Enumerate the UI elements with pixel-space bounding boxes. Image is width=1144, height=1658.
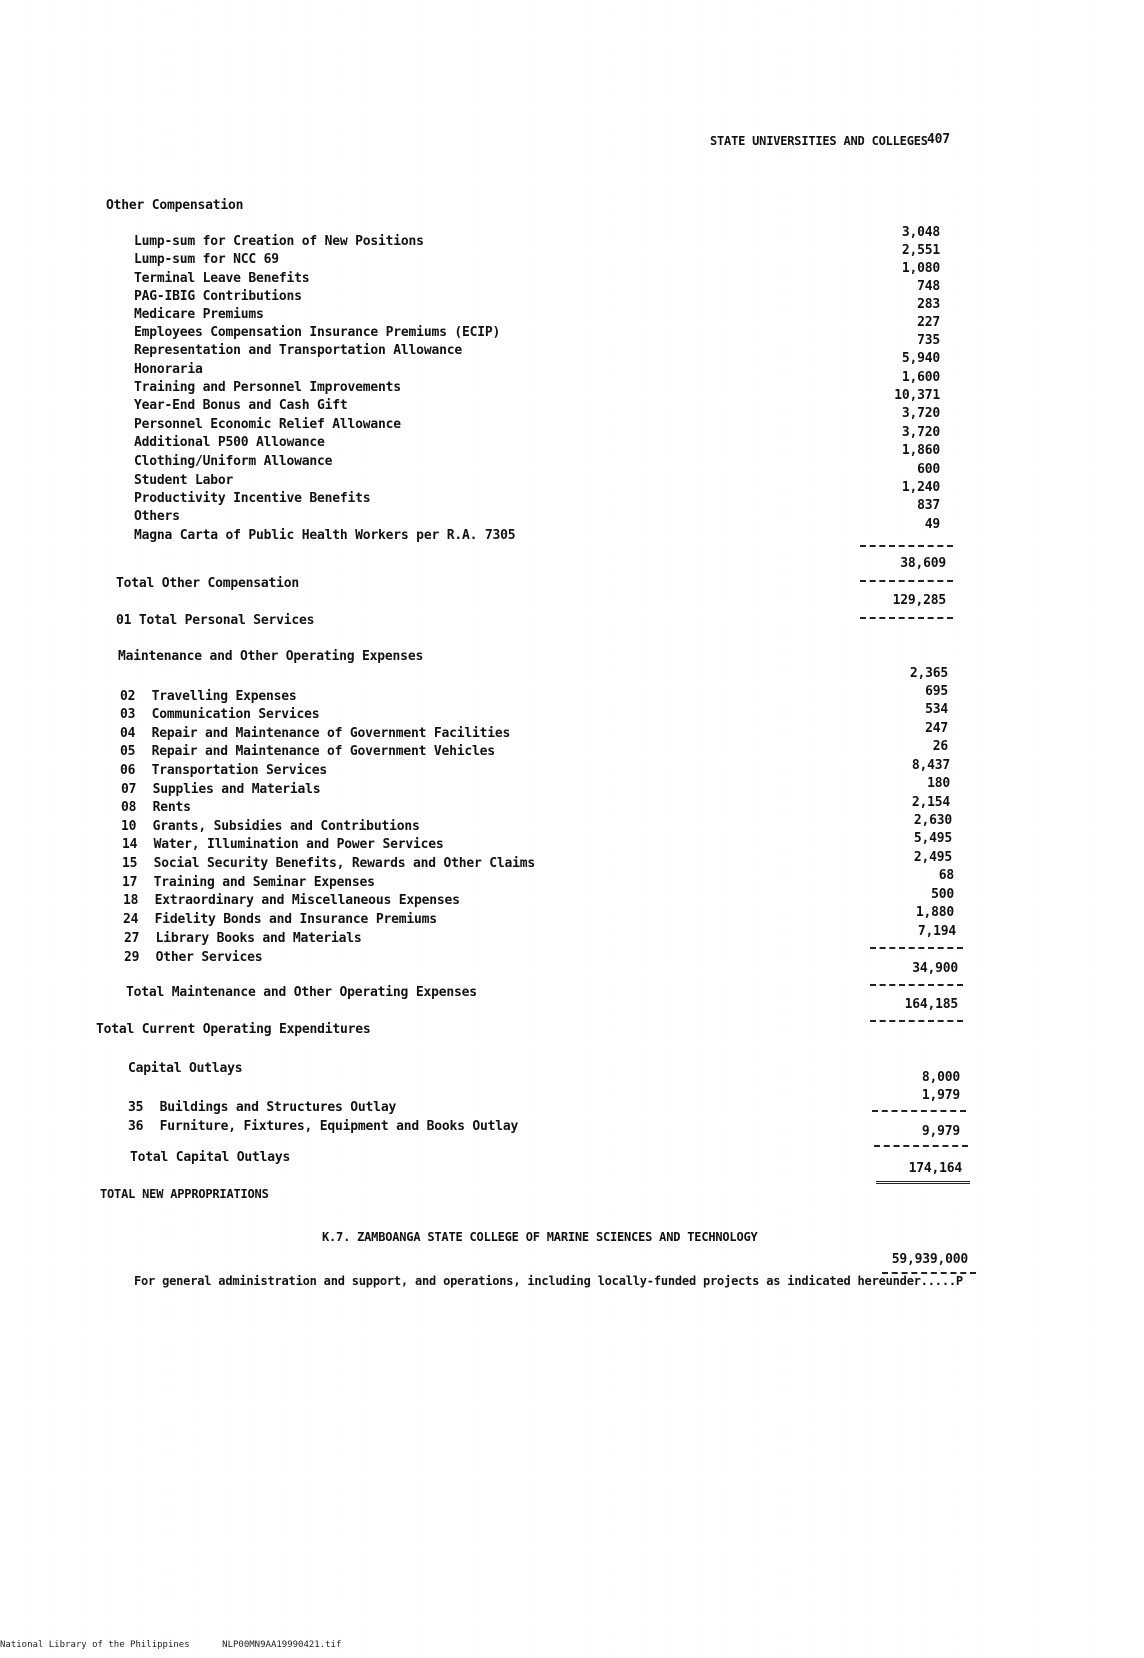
mooe-label: Travelling Expenses	[151, 689, 297, 704]
mooe-amount: 7,194	[917, 924, 956, 939]
mooe-amount: 2,630	[913, 813, 952, 828]
mooe-code: 05	[120, 744, 136, 759]
mooe-code: 02	[120, 689, 136, 704]
footer-file: NLP00MN9AA19990421.tif	[222, 1640, 342, 1650]
mooe-label: Rents	[152, 800, 191, 815]
oc-label: Representation and Transportation Allowance	[134, 343, 462, 358]
oc-label: Magna Carta of Public Health Workers per R.A. 7305	[134, 528, 516, 543]
oc-amount: 1,600	[901, 370, 940, 385]
subtotal-rule	[860, 545, 953, 547]
subtotal-rule	[860, 617, 953, 619]
oc-label: Student Labor	[134, 473, 234, 488]
mooe-item	[120, 744, 495, 759]
mooe-item	[121, 819, 420, 834]
personal-services-total-amount: 129,285	[892, 593, 946, 608]
subtotal-rule	[860, 580, 953, 582]
capital-label: Furniture, Fixtures, Equipment and Books Outlay	[159, 1119, 519, 1134]
mooe-item	[123, 893, 460, 908]
mooe-amount: 1,880	[915, 905, 954, 920]
new-appropriations-total-amount: 174,164	[908, 1161, 962, 1176]
oc-label: Productivity Incentive Benefits	[134, 491, 371, 506]
other-compensation-total-label: Total Other Compensation	[116, 576, 300, 591]
mooe-code: 03	[120, 707, 136, 722]
section-title: K.7. ZAMBOANGA STATE COLLEGE OF MARINE SCIENCES AND TECHNOLOGY	[322, 1230, 758, 1244]
mooe-item	[120, 726, 510, 741]
mooe-item	[122, 856, 535, 871]
section-text: For general administration and support, and operations, including locally-funded projects as indicated hereunder.....P	[134, 1274, 963, 1288]
oc-amount: 227	[917, 315, 940, 330]
current-operating-total-amount: 164,185	[904, 997, 958, 1012]
mooe-item	[122, 837, 443, 852]
mooe-item	[121, 782, 320, 797]
oc-label: Training and Personnel Improvements	[134, 380, 401, 395]
capital-item	[128, 1100, 396, 1115]
oc-label: Terminal Leave Benefits	[134, 271, 310, 286]
mooe-code: 08	[121, 800, 137, 815]
oc-amount: 283	[917, 297, 940, 312]
oc-label: PAG-IBIG Contributions	[134, 289, 302, 304]
mooe-code: 10	[121, 819, 137, 834]
oc-amount: 837	[917, 498, 940, 513]
mooe-code: 06	[120, 763, 136, 778]
section-amount: 59,939,000	[891, 1252, 968, 1267]
capital-label: Buildings and Structures Outlay	[159, 1100, 397, 1115]
mooe-label: Repair and Maintenance of Government Facilities	[151, 726, 511, 741]
subtotal-rule	[874, 1145, 968, 1147]
oc-amount: 3,720	[901, 425, 940, 440]
oc-amount: 735	[917, 333, 940, 348]
capital-outlays-heading: Capital Outlays	[128, 1061, 243, 1076]
capital-item	[128, 1119, 518, 1134]
mooe-item	[120, 707, 319, 722]
other-compensation-heading: Other Compensation	[106, 198, 244, 213]
running-title: STATE UNIVERSITIES AND COLLEGES	[710, 134, 928, 148]
mooe-amount: 247	[925, 721, 948, 736]
oc-amount: 5,940	[901, 351, 940, 366]
oc-label: Others	[134, 509, 180, 524]
mooe-code: 17	[122, 875, 138, 890]
page-number: 407	[927, 132, 950, 147]
mooe-item	[124, 950, 262, 965]
mooe-code: 14	[122, 837, 138, 852]
section-amount-rule	[882, 1272, 976, 1274]
mooe-amount: 5,495	[913, 831, 952, 846]
personal-services-total-label: 01 Total Personal Services	[116, 613, 315, 628]
capital-amount: 8,000	[921, 1070, 960, 1085]
mooe-amount: 2,495	[913, 850, 952, 865]
mooe-label: Other Services	[155, 950, 263, 965]
mooe-item	[122, 875, 375, 890]
capital-amount: 1,979	[921, 1088, 960, 1103]
mooe-amount: 2,154	[911, 795, 950, 810]
mooe-amount: 180	[927, 776, 950, 791]
mooe-amount: 534	[925, 702, 948, 717]
capital-outlays-total-label: Total Capital Outlays	[130, 1150, 291, 1165]
mooe-code: 24	[123, 912, 139, 927]
mooe-label: Training and Seminar Expenses	[153, 875, 375, 890]
capital-code: 35	[128, 1100, 144, 1115]
oc-label: Employees Compensation Insurance Premiums (ECIP)	[134, 325, 501, 340]
mooe-code: 29	[124, 950, 140, 965]
other-compensation-total-amount: 38,609	[900, 556, 946, 571]
oc-label: Medicare Premiums	[134, 307, 264, 322]
mooe-item	[120, 763, 327, 778]
mooe-label: Library Books and Materials	[155, 931, 362, 946]
mooe-amount: 68	[938, 868, 954, 883]
subtotal-rule	[872, 1110, 966, 1112]
mooe-item	[124, 931, 362, 946]
oc-label: Lump-sum for Creation of New Positions	[134, 234, 424, 249]
current-operating-total-label: Total Current Operating Expenditures	[96, 1022, 371, 1037]
grand-total-rule	[876, 1181, 970, 1184]
oc-label: Year-End Bonus and Cash Gift	[134, 398, 348, 413]
mooe-total-amount: 34,900	[912, 961, 958, 976]
oc-label: Additional P500 Allowance	[134, 435, 325, 450]
mooe-label: Supplies and Materials	[152, 782, 321, 797]
oc-amount: 3,720	[901, 406, 940, 421]
mooe-code: 15	[122, 856, 138, 871]
mooe-code: 27	[124, 931, 140, 946]
mooe-label: Extraordinary and Miscellaneous Expenses	[154, 893, 460, 908]
subtotal-rule	[870, 984, 963, 986]
footer-library: National Library of the Philippines	[0, 1640, 190, 1650]
oc-label: Lump-sum for NCC 69	[134, 252, 279, 267]
mooe-amount: 695	[925, 684, 948, 699]
mooe-code: 04	[120, 726, 136, 741]
footer	[0, 1640, 341, 1650]
oc-amount: 49	[924, 517, 940, 532]
subtotal-rule	[870, 1020, 963, 1022]
mooe-amount: 2,365	[909, 666, 948, 681]
mooe-label: Water, Illumination and Power Services	[153, 837, 444, 852]
mooe-item	[120, 689, 297, 704]
oc-amount: 2,551	[901, 243, 940, 258]
oc-label: Clothing/Uniform Allowance	[134, 454, 333, 469]
mooe-label: Communication Services	[151, 707, 320, 722]
oc-amount: 1,240	[901, 480, 940, 495]
capital-code: 36	[128, 1119, 144, 1134]
mooe-label: Fidelity Bonds and Insurance Premiums	[154, 912, 437, 927]
subtotal-rule	[870, 947, 963, 949]
new-appropriations-total-label: TOTAL NEW APPROPRIATIONS	[100, 1187, 269, 1201]
mooe-item	[123, 912, 437, 927]
mooe-label: Transportation Services	[151, 763, 328, 778]
oc-amount: 600	[917, 462, 940, 477]
mooe-amount: 26	[932, 739, 948, 754]
mooe-code: 07	[121, 782, 137, 797]
oc-amount: 748	[917, 279, 940, 294]
oc-amount: 3,048	[901, 225, 940, 240]
oc-amount: 1,080	[901, 261, 940, 276]
oc-amount: 1,860	[901, 443, 940, 458]
oc-label: Personnel Economic Relief Allowance	[134, 417, 401, 432]
capital-outlays-total-amount: 9,979	[921, 1124, 960, 1139]
mooe-item	[121, 800, 191, 815]
mooe-label: Repair and Maintenance of Government Vehicles	[151, 744, 495, 759]
mooe-code: 18	[123, 893, 139, 908]
mooe-heading: Maintenance and Other Operating Expenses	[118, 649, 424, 664]
oc-label: Honoraria	[134, 362, 203, 377]
oc-amount: 10,371	[894, 388, 940, 403]
mooe-label: Grants, Subsidies and Contributions	[152, 819, 420, 834]
mooe-total-label: Total Maintenance and Other Operating Expenses	[126, 985, 477, 1000]
mooe-amount: 500	[931, 887, 954, 902]
mooe-label: Social Security Benefits, Rewards and Other Claims	[153, 856, 535, 871]
mooe-amount: 8,437	[911, 758, 950, 773]
